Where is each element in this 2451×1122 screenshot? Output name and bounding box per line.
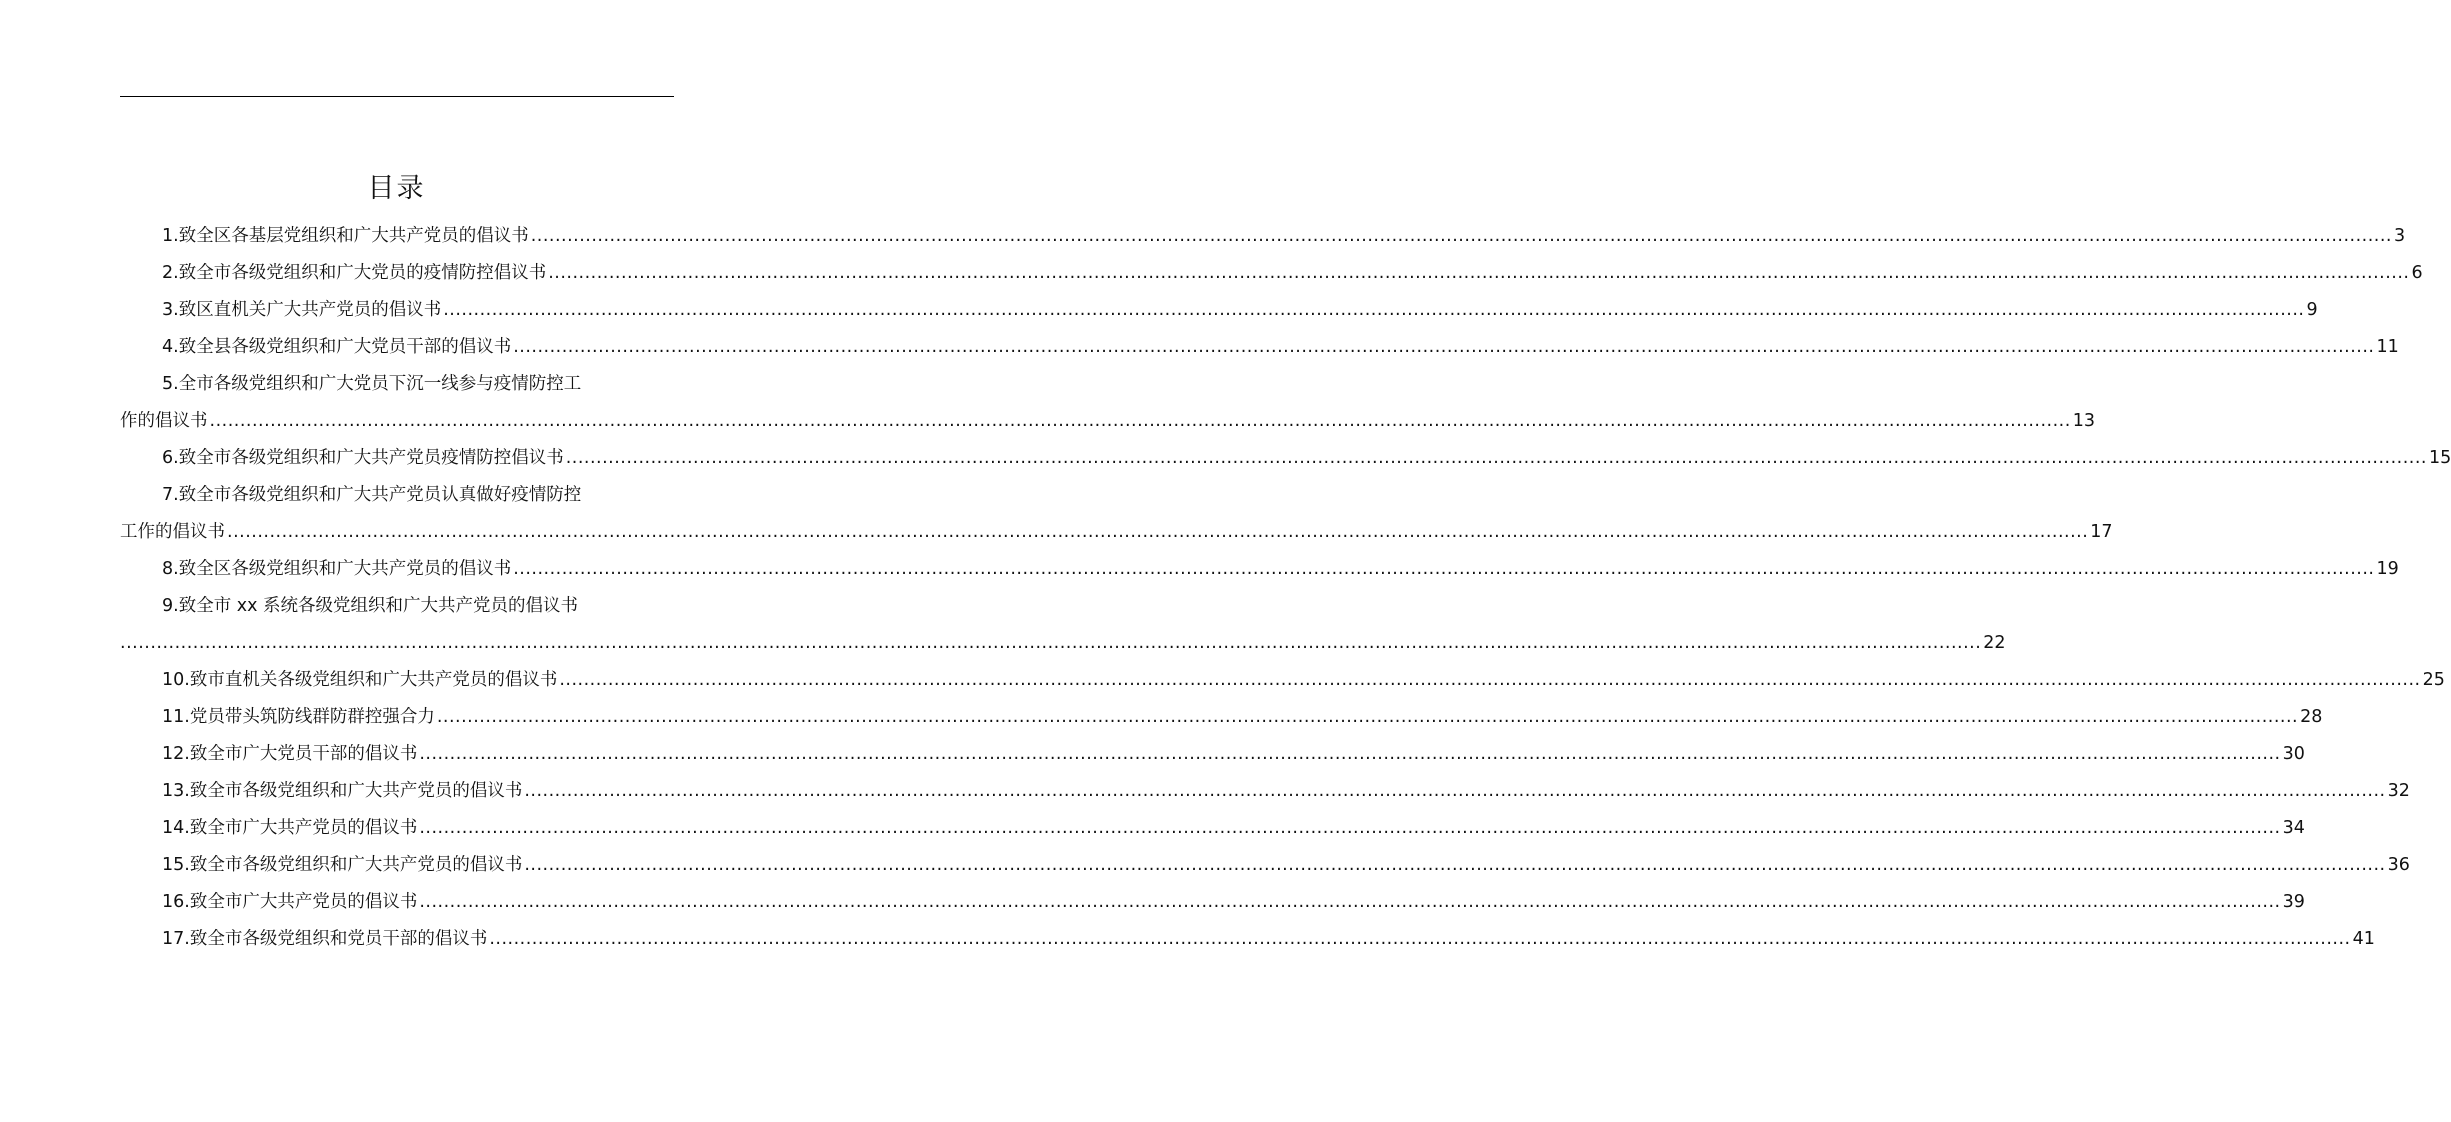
toc-leader xyxy=(548,255,2409,292)
toc-leader xyxy=(227,514,2088,551)
toc-entry-label: 10.致市直机关各级党组织和广大共产党员的倡议书 xyxy=(162,670,558,690)
toc-page-number: 30 xyxy=(2282,744,2305,764)
toc-page-number: 9 xyxy=(2306,300,2318,320)
toc-entry-label: 14.致全市广大共产党员的倡议书 xyxy=(162,818,418,838)
toc-page-number: 25 xyxy=(2422,670,2445,690)
toc-entry-1[interactable] xyxy=(120,218,2406,255)
toc-entry-label: 4.致全县各级党组织和广大党员干部的倡议书 xyxy=(162,337,512,357)
toc-entry-14[interactable] xyxy=(120,810,2305,847)
toc-page-number: 22 xyxy=(1983,633,2006,653)
toc-page-number: 34 xyxy=(2282,818,2305,838)
toc-entry-8[interactable] xyxy=(120,551,2399,588)
toc-page-number: 3 xyxy=(2393,226,2406,246)
toc-leader xyxy=(559,662,2420,699)
toc-page-number: 36 xyxy=(2387,855,2410,875)
toc-leader xyxy=(524,847,2385,884)
toc-entry-12[interactable] xyxy=(120,736,2305,773)
toc-entry-label: 6.致全市各级党组织和广大共产党员疫情防控倡议书 xyxy=(162,448,564,468)
toc-page-number: 11 xyxy=(2376,337,2399,357)
toc-leader xyxy=(419,736,2280,773)
toc-entry-label-line1: 5.全市各级党组织和广大党员下沉一线参与疫情防控工 xyxy=(162,374,582,394)
toc-leader xyxy=(566,440,2427,477)
toc-leader xyxy=(443,292,2304,329)
toc-leader xyxy=(419,884,2280,921)
toc-page-number: 17 xyxy=(2090,522,2113,542)
toc-entry-label: 15.致全市各级党组织和广大共产党员的倡议书 xyxy=(162,855,523,875)
toc-entry-label: 2.致全市各级党组织和广大党员的疫情防控倡议书 xyxy=(162,263,547,283)
toc-entry-label: 1.致全区各基层党组织和广大共产党员的倡议书 xyxy=(162,226,529,246)
toc-page-number: 32 xyxy=(2387,781,2410,801)
toc-leader xyxy=(489,921,2350,958)
toc-entry-6[interactable] xyxy=(120,440,2451,477)
toc-entry-15[interactable] xyxy=(120,847,2410,884)
toc-page-number: 15 xyxy=(2428,448,2451,468)
toc-entry-label: 16.致全市广大共产党员的倡议书 xyxy=(162,892,418,912)
toc-page-number: 6 xyxy=(2411,263,2423,283)
toc-entry-13[interactable] xyxy=(120,773,2410,810)
toc-entry-4[interactable] xyxy=(120,329,2399,366)
header-rule xyxy=(120,96,674,97)
toc-leader xyxy=(437,699,2298,736)
toc-page-number: 28 xyxy=(2300,707,2323,727)
toc-page-number: 41 xyxy=(2352,929,2375,949)
toc-entry-label-line2: 工作的倡议书 xyxy=(120,522,225,542)
toc-entry-3[interactable] xyxy=(120,292,2318,329)
toc-entry-11[interactable] xyxy=(120,699,2323,736)
toc-entry-label-line2: 作的倡议书 xyxy=(120,411,208,431)
toc-entry-label: 12.致全市广大党员干部的倡议书 xyxy=(162,744,418,764)
toc-entry-label: 8.致全区各级党组织和广大共产党员的倡议书 xyxy=(162,559,512,579)
toc-leader xyxy=(513,551,2374,588)
toc-leader xyxy=(513,329,2374,366)
toc-leader xyxy=(210,403,2071,440)
toc-page-number: 39 xyxy=(2282,892,2305,912)
toc-entry-label: 11.党员带头筑防线群防群控强合力 xyxy=(162,707,435,727)
toc-entry-7[interactable] xyxy=(120,477,2113,551)
toc-leader xyxy=(419,810,2280,847)
page-title: 目录 xyxy=(367,173,426,204)
toc-leader xyxy=(531,218,2392,255)
toc-entry-label: 3.致区直机关广大共产党员的倡议书 xyxy=(162,300,442,320)
toc-entry-10[interactable] xyxy=(120,662,2445,699)
toc-entry-label-line1: 9.致全市 xx 系统各级党组织和广大共产党员的倡议书 xyxy=(162,596,579,616)
toc-entry-5[interactable] xyxy=(120,366,2096,440)
toc-entry-label: 17.致全市各级党组织和党员干部的倡议书 xyxy=(162,929,488,949)
toc-entry-label-line1: 7.致全市各级党组织和广大共产党员认真做好疫情防控 xyxy=(162,485,582,505)
toc-leader xyxy=(120,625,1981,662)
toc-entry-2[interactable] xyxy=(120,255,2423,292)
toc-entry-9[interactable] xyxy=(120,588,2006,662)
toc-entry-label: 13.致全市各级党组织和广大共产党员的倡议书 xyxy=(162,781,523,801)
toc-entry-16[interactable] xyxy=(120,884,2305,921)
toc-page-number: 19 xyxy=(2376,559,2399,579)
table-of-contents xyxy=(120,218,2451,958)
toc-leader xyxy=(524,773,2385,810)
toc-page-number: 13 xyxy=(2072,411,2096,431)
toc-entry-17[interactable] xyxy=(120,921,2375,958)
